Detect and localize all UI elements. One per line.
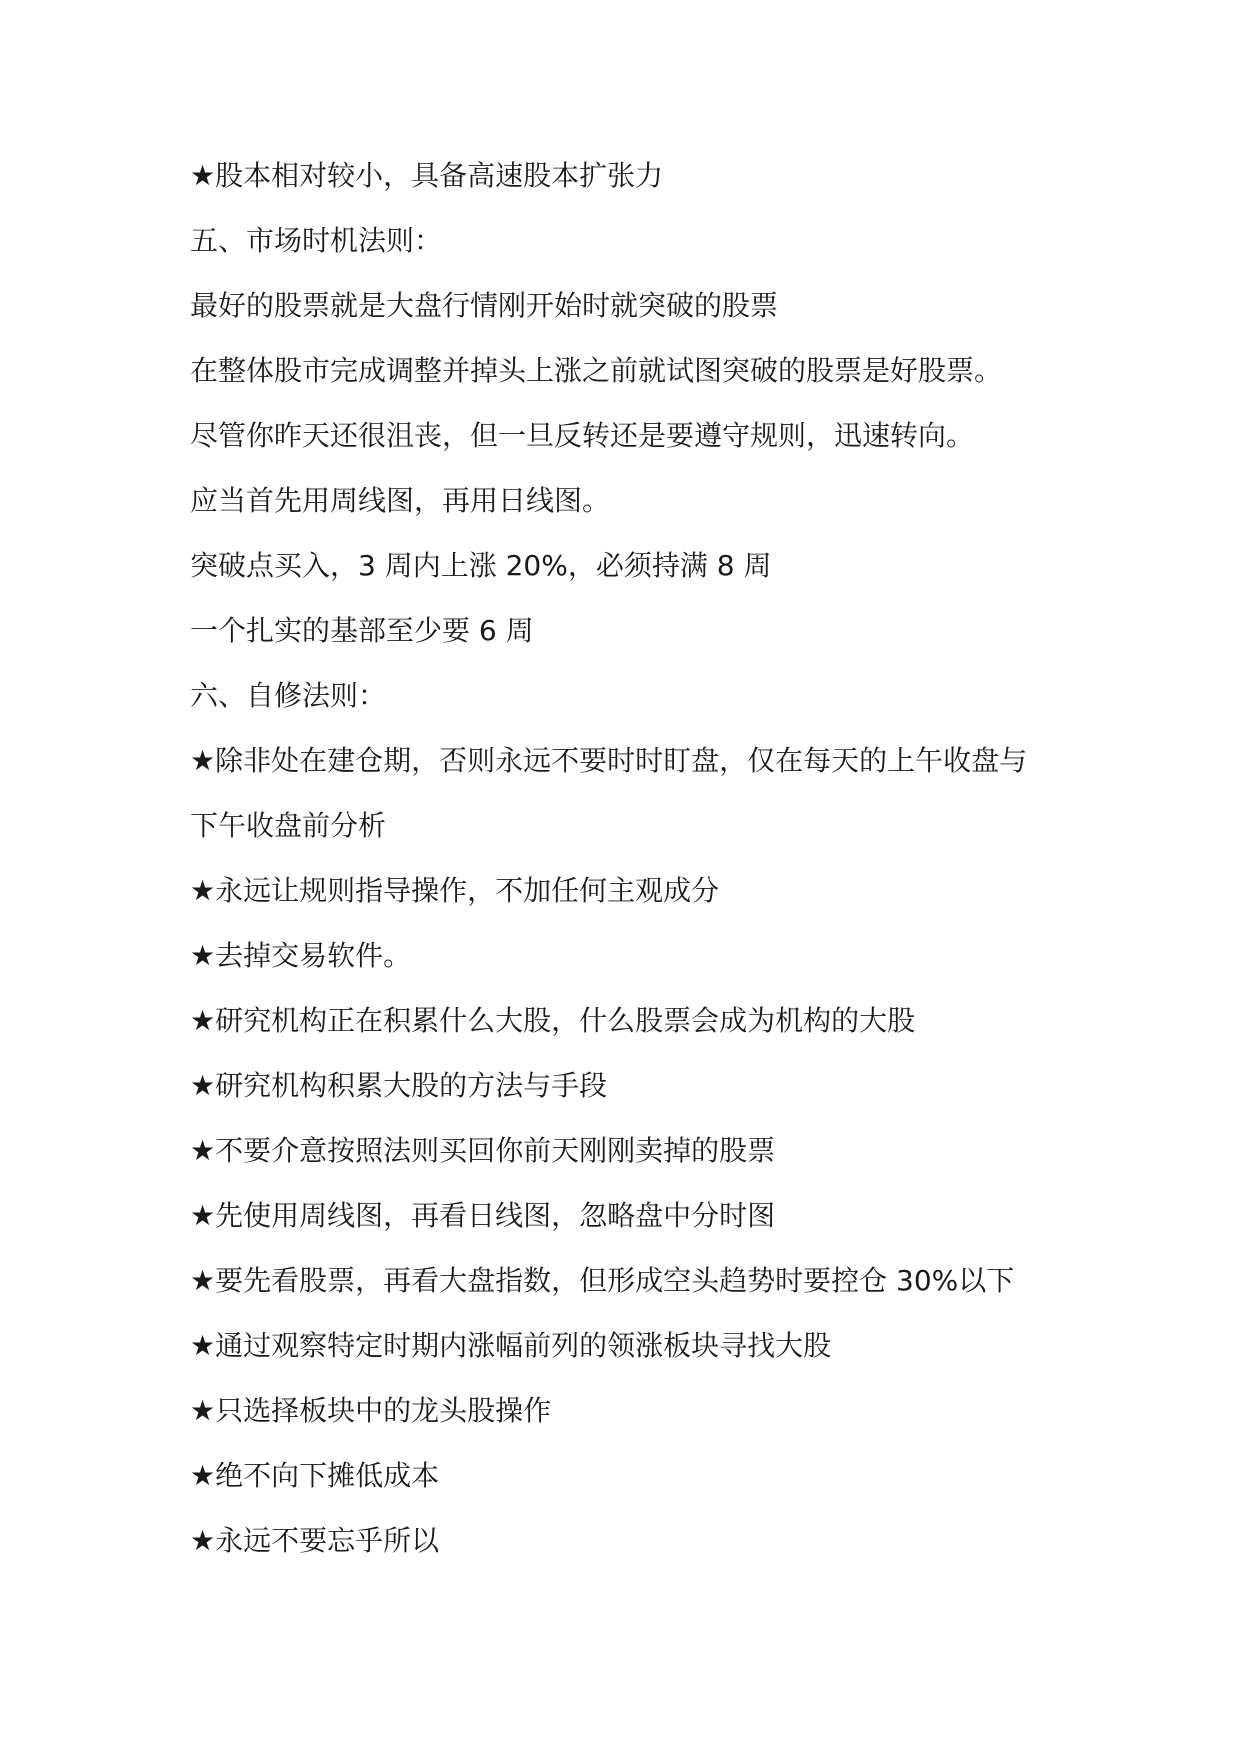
text-line: ★研究机构正在积累什么大股，什么股票会成为机构的大股 <box>190 1004 916 1037</box>
text-line: ★除非处在建仓期，否则永远不要时时盯盘，仅在每天的上午收盘与 <box>190 744 1028 777</box>
text-line: 最好的股票就是大盘行情刚开始时就突破的股票 <box>190 289 779 322</box>
text-line: ★股本相对较小，具备高速股本扩张力 <box>190 159 664 192</box>
text-line: 在整体股市完成调整并掉头上涨之前就试图突破的股票是好股票。 <box>190 354 1003 387</box>
text-line: 尽管你昨天还很沮丧，但一旦反转还是要遵守规则，迅速转向。 <box>190 419 975 452</box>
text-line: ★先使用周线图，再看日线图，忽略盘中分时图 <box>190 1199 776 1232</box>
text-line: 突破点买入，3 周内上涨 20%，必须持满 8 周 <box>190 549 772 582</box>
text-line: ★不要介意按照法则买回你前天刚刚卖掉的股票 <box>190 1134 776 1167</box>
text-line: ★去掉交易软件。 <box>190 939 412 972</box>
section-heading: 五、市场时机法则： <box>190 224 443 257</box>
text-line: ★绝不向下摊低成本 <box>190 1459 440 1492</box>
text-line: 一个扎实的基部至少要 6 周 <box>190 614 534 647</box>
text-line: ★永远让规则指导操作，不加任何主观成分 <box>190 874 720 907</box>
text-line: ★要先看股票，再看大盘指数，但形成空头趋势时要控仓 30%以下 <box>190 1264 1015 1297</box>
text-line: ★只选择板块中的龙头股操作 <box>190 1394 552 1427</box>
text-line: ★通过观察特定时期内涨幅前列的领涨板块寻找大股 <box>190 1329 832 1362</box>
document-body <box>190 156 1090 1586</box>
text-line: ★永远不要忘乎所以 <box>190 1524 440 1557</box>
text-line: ★研究机构积累大股的方法与手段 <box>190 1069 608 1102</box>
section-heading: 六、自修法则： <box>190 679 387 712</box>
text-line: 下午收盘前分析 <box>190 809 387 842</box>
text-line: 应当首先用周线图，再用日线图。 <box>190 484 611 517</box>
